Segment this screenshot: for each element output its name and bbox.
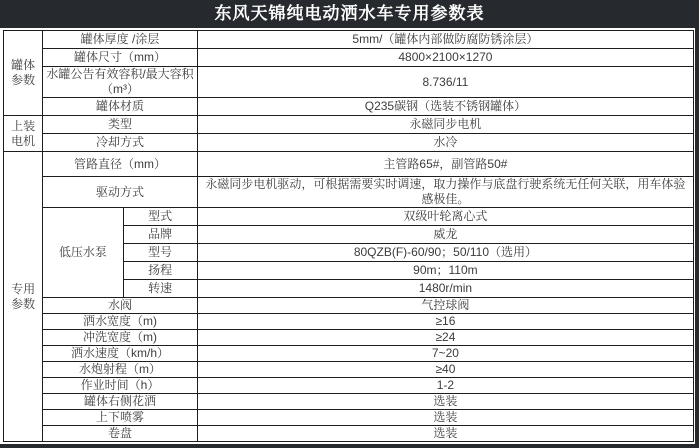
table-row <box>4 362 694 378</box>
value-flush-width: ≥24 <box>197 330 693 346</box>
value-cooling: 水冷 <box>197 134 693 152</box>
table-row <box>4 177 694 208</box>
label-tank-thickness: 罐体厚度 /涂层 <box>43 31 198 49</box>
table-row <box>4 330 694 346</box>
spec-table-container <box>0 28 695 444</box>
group-special-params: 专用参数 <box>4 152 43 442</box>
spec-table <box>3 30 694 442</box>
label-spray-width: 洒水宽度（m) <box>43 314 198 330</box>
label-tank-material: 罐体材质 <box>43 98 198 116</box>
table-row <box>4 410 694 426</box>
table-row <box>4 67 694 98</box>
label-flush-width: 冲洗宽度（m) <box>43 330 198 346</box>
table-row <box>4 394 694 410</box>
value-tank-thickness: 5mm/（罐体内部做防腐防锈涂层） <box>197 31 693 49</box>
label-drive-mode: 驱动方式 <box>43 177 198 208</box>
group-motor: 上装电机 <box>4 116 43 152</box>
label-tank-size: 罐体尺寸（mm） <box>43 49 198 67</box>
table-row <box>4 426 694 442</box>
page-title: 东风天锦纯电动洒水车专用参数表 <box>0 0 699 28</box>
value-tank-material: Q235碳钢（选装不锈钢罐体） <box>197 98 693 116</box>
value-pump-brand: 威龙 <box>197 226 693 244</box>
table-row <box>4 134 694 152</box>
value-pump-model: 80QZB(F)-60/90；50/110（选用） <box>197 244 693 262</box>
label-pump-speed: 转速 <box>123 280 197 298</box>
value-pump-type: 双级叶轮离心式 <box>197 208 693 226</box>
value-drive-mode: 永磁同步电机驱动，可根据需要实时调速，取力操作与底盘行驶系统无任何关联，用车体验感极佳。 <box>197 177 693 208</box>
label-pipe-diameter: 管路直径（mm） <box>43 152 198 177</box>
value-motor-type: 永磁同步电机 <box>197 116 693 134</box>
value-tank-volume: 8.736/11 <box>197 67 693 98</box>
label-cooling: 冷却方式 <box>43 134 198 152</box>
table-row <box>4 49 694 67</box>
label-water-valve: 水阀 <box>43 298 198 314</box>
label-pump-brand: 品牌 <box>123 226 197 244</box>
group-low-pressure-pump: 低压水泵 <box>43 208 123 298</box>
value-spray-width: ≥16 <box>197 314 693 330</box>
value-right-sprinkler: 选装 <box>197 394 693 410</box>
value-pump-speed: 1480r/min <box>197 280 693 298</box>
label-motor-type: 类型 <box>43 116 198 134</box>
label-mist-spray: 上下喷雾 <box>43 410 198 426</box>
label-reel: 卷盘 <box>43 426 198 442</box>
label-cannon-range: 水炮射程（m） <box>43 362 198 378</box>
value-work-time: 1-2 <box>197 378 693 394</box>
group-tank-params: 罐体参数 <box>4 31 43 116</box>
value-spray-speed: 7~20 <box>197 346 693 362</box>
value-water-valve: 气控球阀 <box>197 298 693 314</box>
table-row <box>4 116 694 134</box>
label-pump-type: 型式 <box>123 208 197 226</box>
label-spray-speed: 洒水速度（km/h） <box>43 346 198 362</box>
table-row <box>4 298 694 314</box>
label-tank-volume: 水罐公告有效容积/最大容积（m³） <box>43 67 198 98</box>
label-work-time: 作业时间（h） <box>43 378 198 394</box>
value-reel: 选装 <box>197 426 693 442</box>
table-row <box>4 208 694 226</box>
table-row <box>4 31 694 49</box>
value-pipe-diameter: 主管路65#，副管路50# <box>197 152 693 177</box>
value-tank-size: 4800×2100×1270 <box>197 49 693 67</box>
value-mist-spray: 选装 <box>197 410 693 426</box>
label-pump-lift: 扬程 <box>123 262 197 280</box>
table-row <box>4 346 694 362</box>
value-cannon-range: ≥40 <box>197 362 693 378</box>
table-row <box>4 98 694 116</box>
value-pump-lift: 90m；110m <box>197 262 693 280</box>
table-row <box>4 152 694 177</box>
table-row <box>4 378 694 394</box>
table-row <box>4 314 694 330</box>
label-pump-model: 型号 <box>123 244 197 262</box>
label-right-sprinkler: 罐体右侧花洒 <box>43 394 198 410</box>
